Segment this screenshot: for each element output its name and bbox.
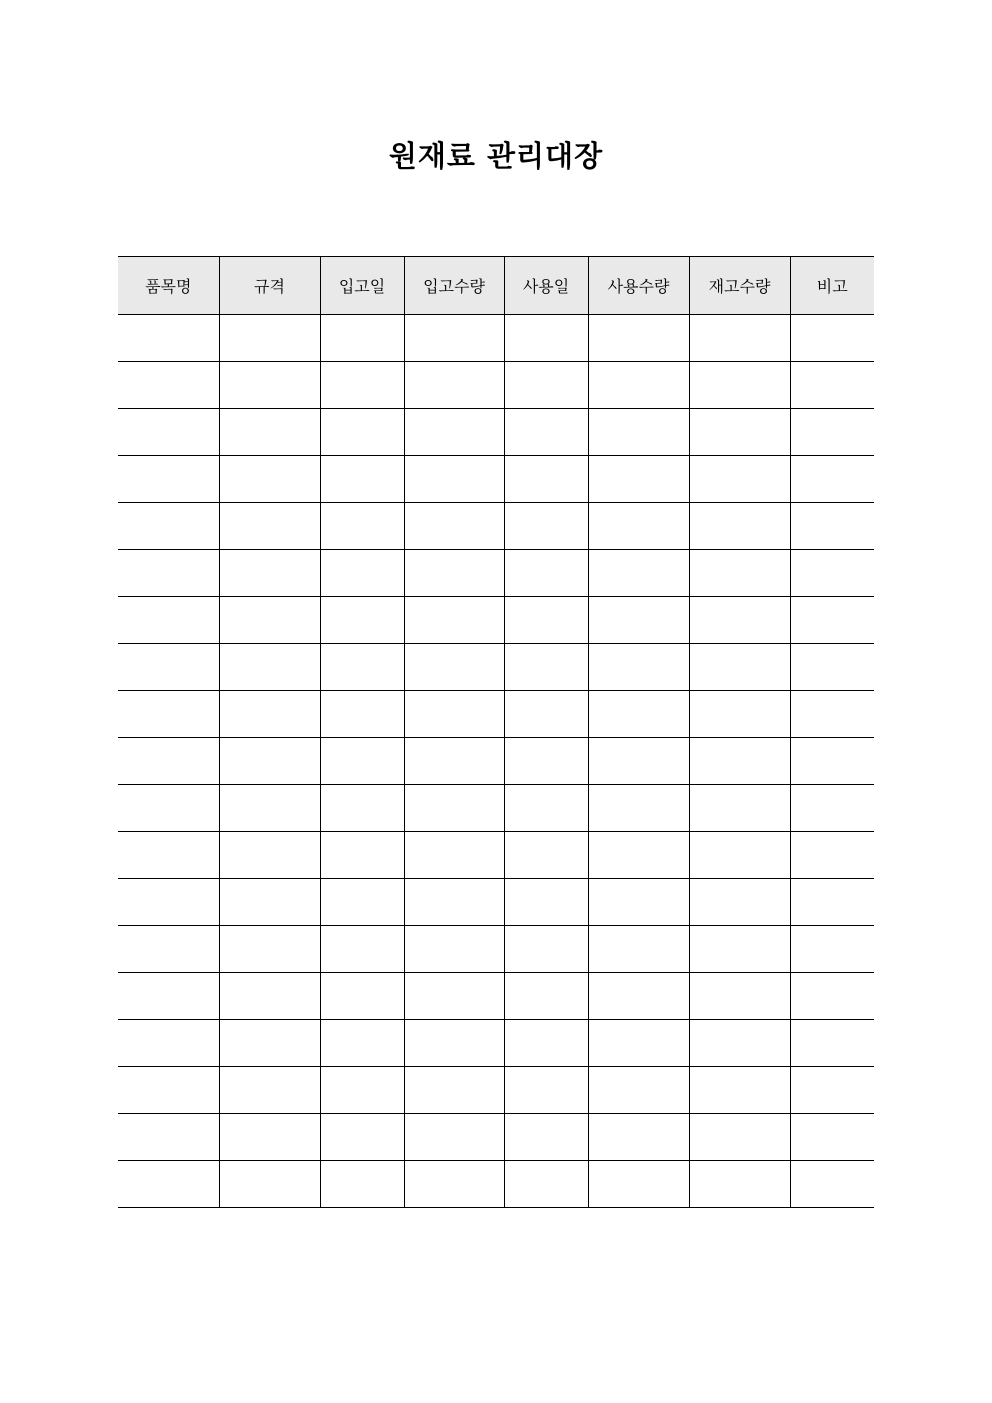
- table-cell[interactable]: [588, 644, 689, 691]
- table-cell[interactable]: [320, 1161, 404, 1208]
- table-row: [118, 738, 874, 785]
- table-row: [118, 973, 874, 1020]
- table-cell[interactable]: [504, 738, 588, 785]
- table-row: [118, 456, 874, 503]
- table-cell[interactable]: [404, 1114, 504, 1161]
- table-cell[interactable]: [504, 1114, 588, 1161]
- table-cell[interactable]: [219, 597, 320, 644]
- table-cell[interactable]: [219, 362, 320, 409]
- table-cell[interactable]: [504, 503, 588, 550]
- table-cell[interactable]: [504, 832, 588, 879]
- table-cell[interactable]: [588, 1020, 689, 1067]
- table-cell[interactable]: [320, 456, 404, 503]
- table-cell[interactable]: [320, 362, 404, 409]
- table-cell[interactable]: [689, 1067, 790, 1114]
- table-cell[interactable]: [404, 785, 504, 832]
- table-cell[interactable]: [320, 315, 404, 362]
- table-cell[interactable]: [118, 362, 219, 409]
- table-cell[interactable]: [118, 503, 219, 550]
- table-cell[interactable]: [588, 362, 689, 409]
- table-cell[interactable]: [404, 832, 504, 879]
- table-cell[interactable]: [689, 879, 790, 926]
- table-cell[interactable]: [689, 644, 790, 691]
- column-header-spec: 규격: [219, 257, 320, 315]
- table-cell[interactable]: [404, 1161, 504, 1208]
- table-cell[interactable]: [504, 409, 588, 456]
- table-row: [118, 1020, 874, 1067]
- table-cell[interactable]: [219, 456, 320, 503]
- table-cell[interactable]: [689, 973, 790, 1020]
- table-cell[interactable]: [118, 1161, 219, 1208]
- table-cell[interactable]: [320, 832, 404, 879]
- table-cell[interactable]: [790, 1020, 874, 1067]
- table-cell[interactable]: [404, 644, 504, 691]
- table-cell[interactable]: [790, 362, 874, 409]
- table-cell[interactable]: [118, 1067, 219, 1114]
- table-cell[interactable]: [689, 738, 790, 785]
- table-cell[interactable]: [118, 738, 219, 785]
- table-cell[interactable]: [689, 832, 790, 879]
- table-cell[interactable]: [320, 879, 404, 926]
- table-cell[interactable]: [219, 832, 320, 879]
- table-cell[interactable]: [504, 362, 588, 409]
- table-cell[interactable]: [588, 315, 689, 362]
- table-cell[interactable]: [504, 926, 588, 973]
- table-cell[interactable]: [404, 738, 504, 785]
- table-cell[interactable]: [790, 973, 874, 1020]
- table-cell[interactable]: [320, 1067, 404, 1114]
- table-cell[interactable]: [219, 1067, 320, 1114]
- table-cell[interactable]: [504, 597, 588, 644]
- table-cell[interactable]: [404, 503, 504, 550]
- table-row: [118, 1067, 874, 1114]
- table-cell[interactable]: [404, 597, 504, 644]
- column-header-receipt-date: 입고일: [320, 257, 404, 315]
- table-cell[interactable]: [689, 456, 790, 503]
- table-cell[interactable]: [404, 973, 504, 1020]
- table-cell[interactable]: [790, 315, 874, 362]
- table-cell[interactable]: [588, 785, 689, 832]
- table-cell[interactable]: [320, 738, 404, 785]
- table-cell[interactable]: [404, 879, 504, 926]
- table-cell[interactable]: [118, 1114, 219, 1161]
- table-cell[interactable]: [790, 409, 874, 456]
- ledger-table: [118, 256, 874, 1208]
- table-cell[interactable]: [118, 456, 219, 503]
- table-row: [118, 691, 874, 738]
- table-cell[interactable]: [320, 1114, 404, 1161]
- table-cell[interactable]: [118, 973, 219, 1020]
- table-cell[interactable]: [790, 1067, 874, 1114]
- table-cell[interactable]: [790, 550, 874, 597]
- table-cell[interactable]: [689, 691, 790, 738]
- table-cell[interactable]: [588, 738, 689, 785]
- table-cell[interactable]: [320, 597, 404, 644]
- table-cell[interactable]: [219, 1161, 320, 1208]
- table-cell[interactable]: [504, 1020, 588, 1067]
- table-cell[interactable]: [588, 879, 689, 926]
- table-cell[interactable]: [504, 315, 588, 362]
- table-row: [118, 597, 874, 644]
- table-cell[interactable]: [790, 597, 874, 644]
- table-cell[interactable]: [689, 362, 790, 409]
- table-cell[interactable]: [404, 550, 504, 597]
- table-cell[interactable]: [588, 1114, 689, 1161]
- table-cell[interactable]: [588, 503, 689, 550]
- table-cell[interactable]: [588, 550, 689, 597]
- table-cell[interactable]: [504, 1161, 588, 1208]
- table-cell[interactable]: [320, 550, 404, 597]
- table-cell[interactable]: [219, 1020, 320, 1067]
- table-cell[interactable]: [118, 785, 219, 832]
- table-cell[interactable]: [504, 1067, 588, 1114]
- table-cell[interactable]: [219, 691, 320, 738]
- table-cell[interactable]: [320, 644, 404, 691]
- table-cell[interactable]: [689, 597, 790, 644]
- table-cell[interactable]: [404, 456, 504, 503]
- table-cell[interactable]: [790, 456, 874, 503]
- table-cell[interactable]: [790, 1161, 874, 1208]
- table-cell[interactable]: [219, 738, 320, 785]
- table-cell[interactable]: [689, 926, 790, 973]
- table-cell[interactable]: [504, 550, 588, 597]
- column-header-item-name: 품목명: [118, 257, 219, 315]
- table-row: [118, 1114, 874, 1161]
- table-cell[interactable]: [404, 409, 504, 456]
- table-cell[interactable]: [320, 409, 404, 456]
- table-row: [118, 832, 874, 879]
- table-cell[interactable]: [790, 691, 874, 738]
- table-row: [118, 503, 874, 550]
- table-cell[interactable]: [118, 879, 219, 926]
- table-cell[interactable]: [219, 503, 320, 550]
- table-cell[interactable]: [790, 879, 874, 926]
- table-cell[interactable]: [689, 1020, 790, 1067]
- table-cell[interactable]: [689, 315, 790, 362]
- column-header-receipt-qty: 입고수량: [404, 257, 504, 315]
- table-cell[interactable]: [790, 503, 874, 550]
- table-cell[interactable]: [219, 550, 320, 597]
- table-cell[interactable]: [790, 644, 874, 691]
- table-cell[interactable]: [118, 832, 219, 879]
- table-cell[interactable]: [588, 409, 689, 456]
- table-cell[interactable]: [219, 879, 320, 926]
- table-cell[interactable]: [219, 1114, 320, 1161]
- table-cell[interactable]: [219, 315, 320, 362]
- table-cell[interactable]: [588, 691, 689, 738]
- table-row: [118, 362, 874, 409]
- table-cell[interactable]: [790, 785, 874, 832]
- table-cell[interactable]: [689, 409, 790, 456]
- table-row: [118, 926, 874, 973]
- table-row: [118, 550, 874, 597]
- table-cell[interactable]: [588, 1161, 689, 1208]
- table-cell[interactable]: [588, 926, 689, 973]
- table-cell[interactable]: [588, 832, 689, 879]
- table-cell[interactable]: [320, 973, 404, 1020]
- table-cell[interactable]: [588, 597, 689, 644]
- table-cell[interactable]: [504, 879, 588, 926]
- table-cell[interactable]: [689, 503, 790, 550]
- column-header-stock-qty: 재고수량: [689, 257, 790, 315]
- table-cell[interactable]: [790, 1114, 874, 1161]
- table-cell[interactable]: [118, 597, 219, 644]
- table-cell[interactable]: [118, 691, 219, 738]
- column-header-usage-qty: 사용수량: [588, 257, 689, 315]
- table-cell[interactable]: [689, 550, 790, 597]
- table-cell[interactable]: [219, 973, 320, 1020]
- table-cell[interactable]: [790, 926, 874, 973]
- table-row: [118, 315, 874, 362]
- table-row: [118, 644, 874, 691]
- table-cell[interactable]: [219, 785, 320, 832]
- table-row: [118, 785, 874, 832]
- table-cell[interactable]: [118, 644, 219, 691]
- table-cell[interactable]: [118, 550, 219, 597]
- table-cell[interactable]: [689, 785, 790, 832]
- table-cell[interactable]: [404, 926, 504, 973]
- table-cell[interactable]: [219, 926, 320, 973]
- table-cell[interactable]: [588, 1067, 689, 1114]
- table-cell[interactable]: [118, 1020, 219, 1067]
- table-cell[interactable]: [504, 691, 588, 738]
- table-cell[interactable]: [504, 785, 588, 832]
- table-header-row: [118, 257, 874, 315]
- table-cell[interactable]: [404, 691, 504, 738]
- table-cell[interactable]: [404, 1067, 504, 1114]
- table-cell[interactable]: [118, 926, 219, 973]
- table-cell[interactable]: [504, 644, 588, 691]
- column-header-remarks: 비고: [790, 257, 874, 315]
- table-cell[interactable]: [404, 315, 504, 362]
- table-row: [118, 1161, 874, 1208]
- column-header-usage-date: 사용일: [504, 257, 588, 315]
- table-cell[interactable]: [118, 315, 219, 362]
- table-row: [118, 409, 874, 456]
- table-cell[interactable]: [689, 1161, 790, 1208]
- table-cell[interactable]: [588, 973, 689, 1020]
- table-row: [118, 879, 874, 926]
- table-cell[interactable]: [504, 973, 588, 1020]
- page-title: 원재료 관리대장: [388, 139, 604, 173]
- table-cell[interactable]: [790, 738, 874, 785]
- table-cell[interactable]: [118, 409, 219, 456]
- table-cell[interactable]: [320, 785, 404, 832]
- table-cell[interactable]: [320, 926, 404, 973]
- table-body: [118, 315, 874, 1208]
- table-cell[interactable]: [404, 362, 504, 409]
- table-cell[interactable]: [689, 1114, 790, 1161]
- table-cell[interactable]: [504, 456, 588, 503]
- table-cell[interactable]: [790, 832, 874, 879]
- table-cell[interactable]: [219, 644, 320, 691]
- table-cell[interactable]: [219, 409, 320, 456]
- table-cell[interactable]: [404, 1020, 504, 1067]
- table-cell[interactable]: [320, 1020, 404, 1067]
- table-cell[interactable]: [320, 503, 404, 550]
- table-cell[interactable]: [588, 456, 689, 503]
- table-cell[interactable]: [320, 691, 404, 738]
